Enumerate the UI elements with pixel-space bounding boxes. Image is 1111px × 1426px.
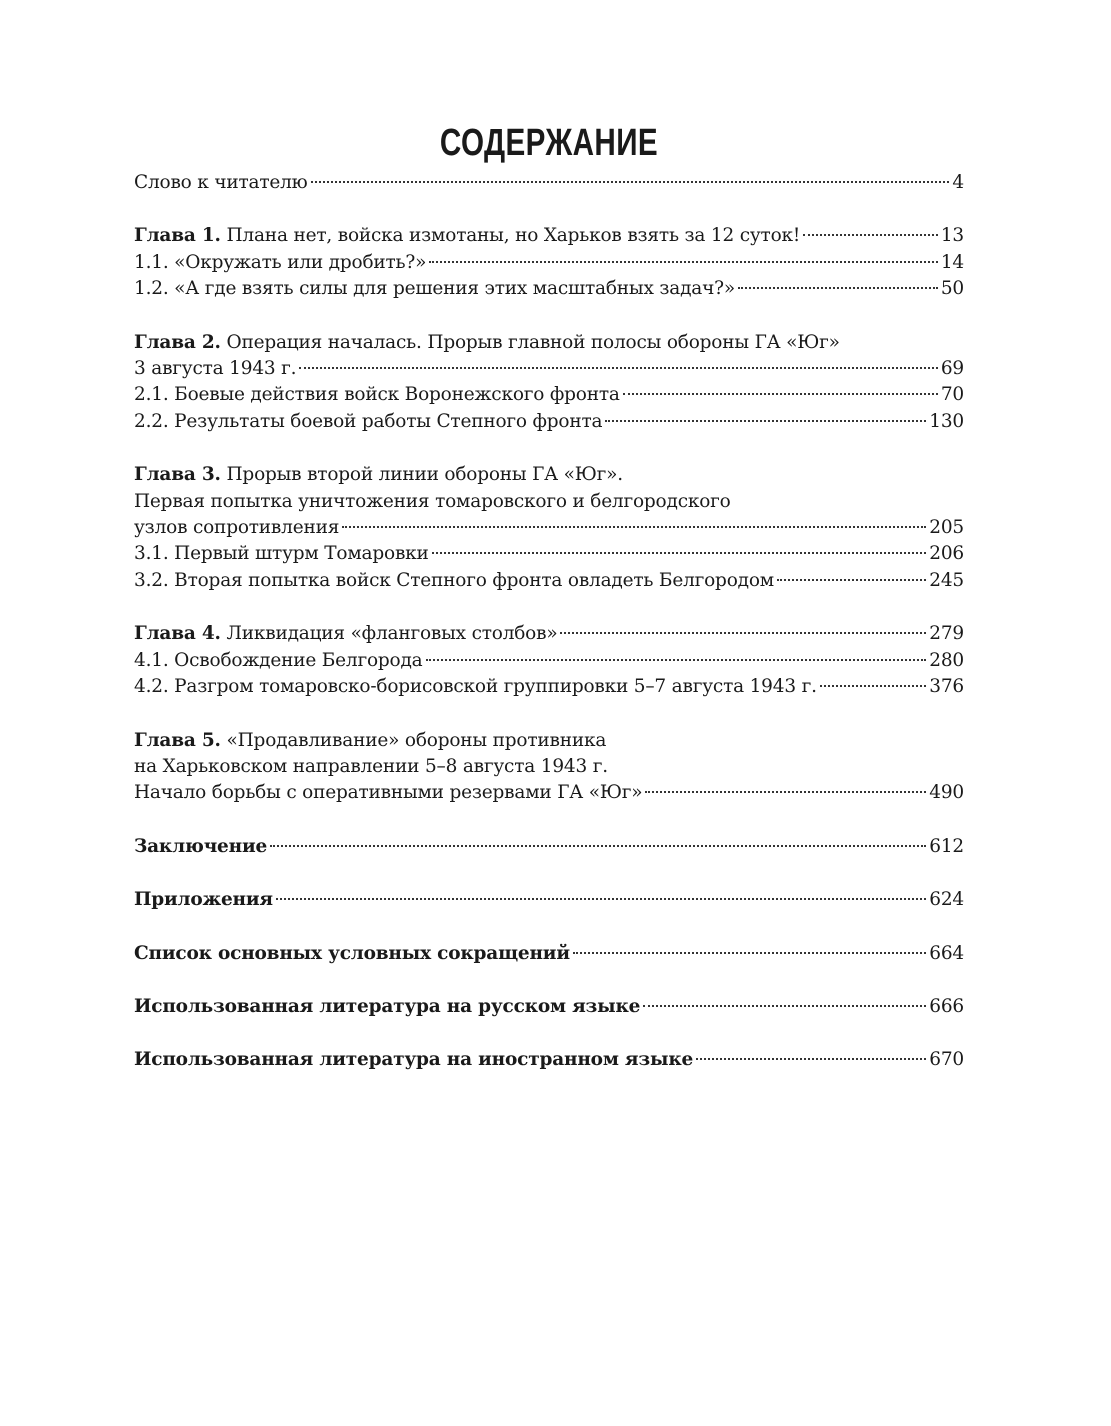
- toc-entry-chapter-3[interactable]: [134, 515, 964, 541]
- dot-leader: [803, 234, 938, 236]
- toc-page-number: 13: [940, 225, 964, 247]
- toc-entry-intro[interactable]: [134, 170, 964, 196]
- chapter-title: Прорыв второй линии обороны ГА «Юг».: [220, 464, 623, 486]
- toc-entry-2-1[interactable]: [134, 382, 964, 408]
- toc-entry-chapter-2[interactable]: [134, 356, 964, 382]
- toc-group-abbreviations: [134, 941, 964, 967]
- chapter-label: Глава 3.: [134, 464, 221, 486]
- toc-entry-1-2[interactable]: [134, 276, 964, 302]
- toc-page-number: 4: [952, 172, 964, 193]
- toc-entry-literature-ru[interactable]: [134, 994, 964, 1020]
- dot-leader: [605, 420, 926, 422]
- toc-entry-conclusion[interactable]: [134, 834, 964, 860]
- toc-entry-chapter-2-line-1[interactable]: [134, 330, 964, 356]
- toc-page-number: 14: [940, 251, 964, 273]
- toc-entry-chapter-5[interactable]: [134, 780, 964, 806]
- toc-group-conclusion: [134, 834, 964, 860]
- toc-page-number: 245: [929, 569, 964, 591]
- dot-leader: [429, 261, 938, 263]
- toc-entry-text: Использованная литература на русском языке: [134, 995, 641, 1017]
- toc-entry-text: 3 августа 1943 г.: [134, 358, 297, 380]
- toc-page-number: 376: [929, 676, 964, 698]
- toc-page-number: 205: [929, 517, 964, 539]
- dot-leader: [342, 526, 926, 528]
- toc-entry-text: Начало борьбы с оперативными резервами ГА «Юг»: [134, 782, 643, 804]
- toc-entry-text: 1.1. «Окружать или дробить?»: [134, 251, 427, 273]
- toc-entry-chapter-3-line-1[interactable]: [134, 462, 964, 488]
- toc-entry-appendices[interactable]: [134, 887, 964, 913]
- dot-leader: [623, 393, 938, 395]
- dot-leader: [270, 845, 926, 847]
- chapter-title: Плана нет, войска измотаны, но Харьков взять за 12 суток!: [220, 225, 801, 247]
- dot-leader: [432, 552, 927, 554]
- toc-page-number: 206: [929, 543, 964, 565]
- contents-page: [134, 118, 964, 1101]
- toc-page-number: 666: [929, 995, 964, 1017]
- chapter-label: Глава 4.: [134, 623, 221, 645]
- toc-group-chapter-4: [134, 621, 964, 700]
- chapter-title: Операция началась. Прорыв главной полосы обороны ГА «Юг»: [220, 331, 840, 353]
- toc-entry-text: 3.2. Вторая попытка войск Степного фронта овладеть Белгородом: [134, 569, 774, 591]
- chapter-title-continued: Первая попытка уничтожения томаровского и белгородского: [134, 490, 731, 512]
- toc-entry-text: Заключение: [134, 835, 268, 857]
- dot-leader: [645, 791, 926, 793]
- toc-entry-4-2[interactable]: [134, 674, 964, 700]
- chapter-title: «Продавливание» обороны противника: [220, 729, 607, 751]
- dot-leader: [643, 1005, 926, 1007]
- toc-group-chapter-5: [134, 728, 964, 807]
- dot-leader: [426, 659, 927, 661]
- toc-entry-chapter-5-line-1[interactable]: [134, 728, 964, 754]
- toc-entry-text: Использованная литература на иностранном языке: [134, 1049, 694, 1071]
- toc-entry-abbreviations[interactable]: [134, 941, 964, 967]
- toc-entry-text: 1.2. «А где взять силы для решения этих масштабных задач?»: [134, 278, 735, 300]
- dot-leader: [560, 632, 926, 634]
- toc-entry-3-2[interactable]: [134, 568, 964, 594]
- toc-page-number: 612: [929, 835, 964, 857]
- toc-entry-text: [134, 223, 800, 249]
- toc-entry-text: 3.1. Первый штурм Томаровки: [134, 543, 429, 565]
- toc-page-number: 279: [929, 623, 964, 645]
- toc-entry-1-1[interactable]: [134, 250, 964, 276]
- toc-group-chapter-1: [134, 223, 964, 302]
- chapter-title-continued: на Харьковском направлении 5–8 августа 1943 г.: [134, 755, 608, 777]
- toc-entry-text: 2.1. Боевые действия войск Воронежского фронта: [134, 384, 620, 406]
- chapter-label: Глава 5.: [134, 729, 221, 751]
- dot-leader: [738, 287, 938, 289]
- toc-entry-chapter-4[interactable]: [134, 621, 964, 647]
- toc-entry-2-2[interactable]: [134, 409, 964, 435]
- dot-leader: [696, 1058, 926, 1060]
- toc-entry-text: 4.2. Разгром томаровско-борисовской группировки 5–7 августа 1943 г.: [134, 676, 817, 698]
- toc-page-number: 280: [929, 649, 964, 671]
- toc-entry-text: 2.2. Результаты боевой работы Степного фронта: [134, 410, 603, 432]
- toc-entry-text: 4.1. Освобождение Белгорода: [134, 649, 423, 671]
- toc-page-number: 130: [929, 410, 964, 432]
- toc-page-number: 624: [929, 889, 964, 911]
- toc-entry-text: Приложения: [134, 889, 273, 911]
- dot-leader: [299, 367, 938, 369]
- toc-page-number: 70: [940, 384, 964, 406]
- toc-entry-literature-foreign[interactable]: [134, 1047, 964, 1073]
- toc-entry-3-1[interactable]: [134, 541, 964, 567]
- dot-leader: [276, 898, 926, 900]
- toc-entry-chapter-1[interactable]: [134, 223, 964, 249]
- toc-group-literature-ru: [134, 994, 964, 1020]
- toc-group-literature-foreign: [134, 1047, 964, 1073]
- toc-entry-text: узлов сопротивления: [134, 517, 340, 539]
- dot-leader: [573, 952, 926, 954]
- toc-group-chapter-3: [134, 462, 964, 594]
- toc-entry-text: Список основных условных сокращений: [134, 942, 570, 964]
- toc-page-number: 664: [929, 942, 964, 964]
- toc-entry-chapter-5-line-2[interactable]: [134, 754, 964, 780]
- toc-page-number: 69: [940, 358, 964, 380]
- toc-page-number: 50: [940, 278, 964, 300]
- toc-page-number: 670: [929, 1049, 964, 1071]
- toc-entry-chapter-3-line-2[interactable]: [134, 489, 964, 515]
- dot-leader: [777, 579, 926, 581]
- dot-leader: [820, 685, 927, 687]
- chapter-label: Глава 1.: [134, 225, 221, 247]
- dot-leader: [311, 181, 950, 183]
- page-title: СОДЕРЖАНИЕ: [439, 122, 659, 164]
- toc-entry-4-1[interactable]: [134, 648, 964, 674]
- toc-entry-text: [134, 621, 557, 647]
- chapter-title: Ликвидация «фланговых столбов»: [220, 623, 558, 645]
- toc-group-chapter-2: [134, 330, 964, 436]
- toc-group-intro: [134, 170, 964, 196]
- toc-entry-text: Слово к читателю: [134, 172, 308, 193]
- toc-page-number: 490: [929, 782, 964, 804]
- chapter-label: Глава 2.: [134, 331, 221, 353]
- toc-group-appendices: [134, 887, 964, 913]
